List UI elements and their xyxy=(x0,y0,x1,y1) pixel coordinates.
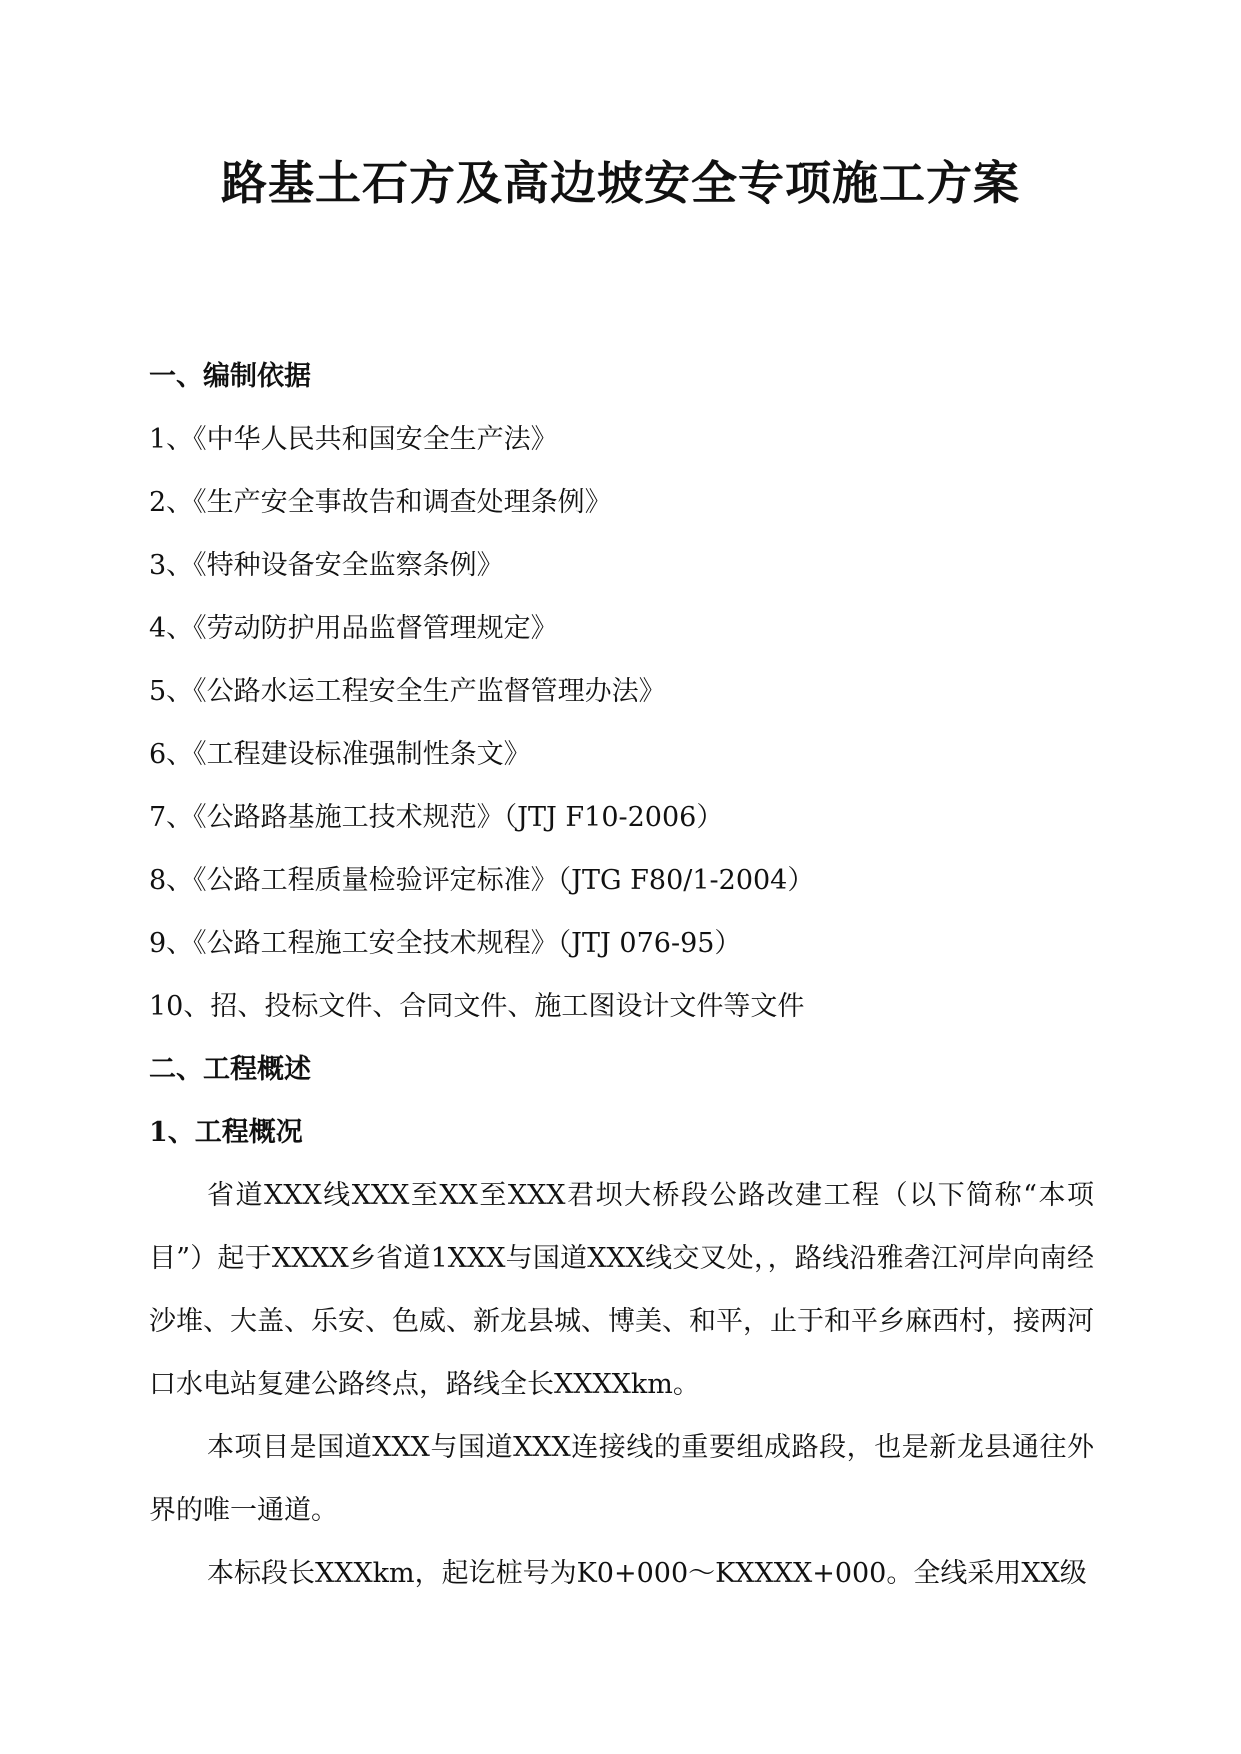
list-item: 2、《生产安全事故告和调查处理条例》 xyxy=(149,487,612,518)
paragraph: 本标段长XXXkm，起讫桩号为K0+000～KXXXX+000。全线采用XX级 xyxy=(207,1558,1087,1589)
list-item: 5、《公路水运工程安全生产监督管理办法》 xyxy=(149,676,666,707)
list-item: 9、《公路工程施工安全技术规程》（JTJ 076-95） xyxy=(149,928,742,959)
list-item: 7、《公路路基施工技术规范》（JTJ F10-2006） xyxy=(149,802,724,833)
document-body xyxy=(149,345,1094,1605)
section-heading-overview: 二、工程概述 xyxy=(149,1054,311,1085)
paragraph: 省道XXX线XXX至XX至XXX君坝大桥段公路改建工程（以下简称“本项目”）起于XXXX乡省道1XXX与国道XXX线交叉处，，路线沿雅砻江河岸向南经沙堆、大盖、乐安、色威、新龙县城、博美、和平，止于和平乡麻西村，接两河口水电站复建公路终点，路线全长XXXXkm。 xyxy=(149,1180,1094,1400)
document-title: 路基土石方及高边坡安全专项施工方案 xyxy=(221,156,1020,210)
list-item: 10、招、投标文件、合同文件、施工图设计文件等文件 xyxy=(149,991,805,1022)
paragraph: 本项目是国道XXX与国道XXX连接线的重要组成路段，也是新龙县通往外界的唯一通道。 xyxy=(149,1432,1094,1526)
list-item: 1、《中华人民共和国安全生产法》 xyxy=(149,424,558,455)
list-item: 4、《劳动防护用品监督管理规定》 xyxy=(149,613,558,644)
section-heading-basis: 一、编制依据 xyxy=(149,361,311,392)
list-item: 8、《公路工程质量检验评定标准》（JTG F80/1-2004） xyxy=(149,865,815,896)
subsection-heading-situation: 1、工程概况 xyxy=(149,1117,303,1148)
list-item: 6、《工程建设标准强制性条文》 xyxy=(149,739,531,770)
list-item: 3、《特种设备安全监察条例》 xyxy=(149,550,504,581)
